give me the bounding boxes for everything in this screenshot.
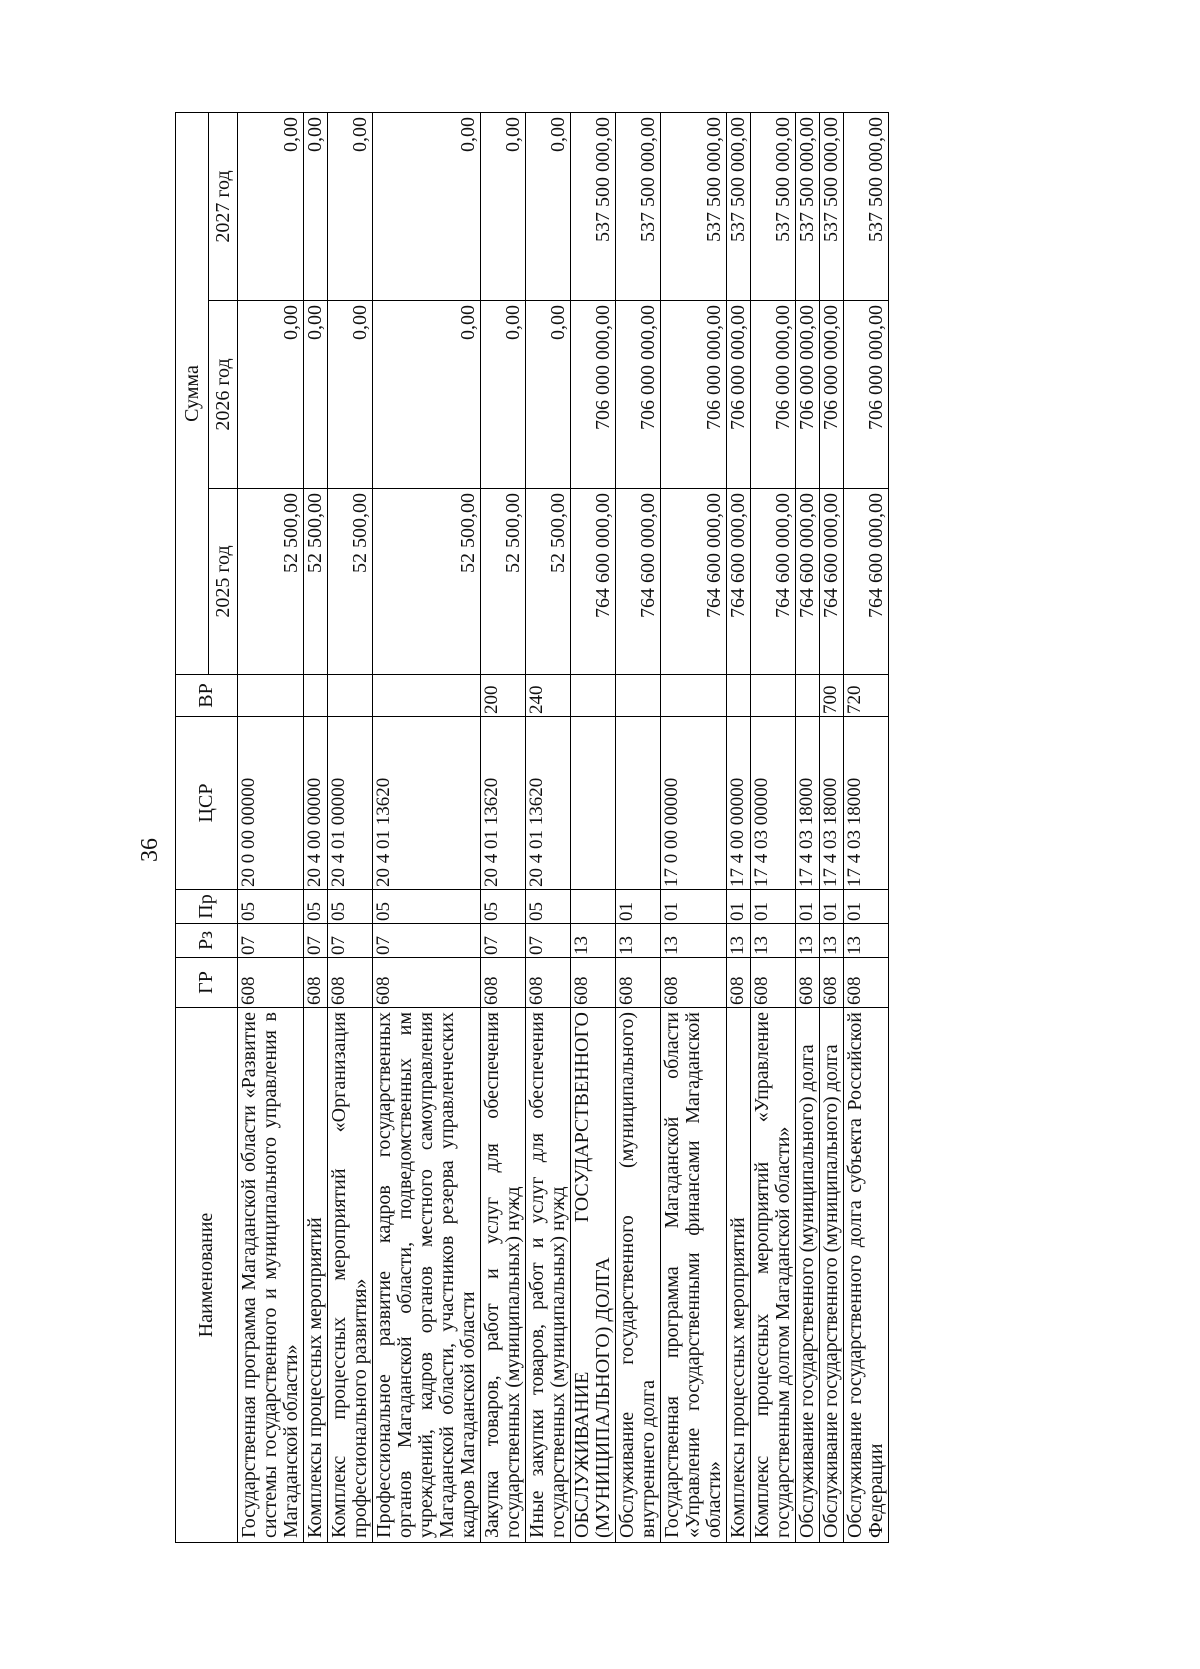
cell-name: Комплексы процессных мероприятий bbox=[304, 1008, 328, 1543]
cell-rz: 07 bbox=[238, 924, 304, 958]
cell-2025: 52 500,00 bbox=[238, 489, 304, 675]
cell-vr: 240 bbox=[526, 675, 571, 717]
cell-2026: 0,00 bbox=[481, 301, 526, 489]
cell-csr: 17 0 00 00000 bbox=[661, 717, 727, 890]
cell-vr: 720 bbox=[844, 675, 889, 717]
page-number: 36 bbox=[137, 838, 163, 862]
cell-csr: 17 4 03 00000 bbox=[751, 717, 796, 890]
cell-2026: 0,00 bbox=[238, 301, 304, 489]
cell-2027: 537 500 000,00 bbox=[796, 112, 820, 300]
cell-2027: 537 500 000,00 bbox=[661, 112, 727, 300]
cell-vr bbox=[373, 675, 481, 717]
cell-2025: 764 600 000,00 bbox=[796, 489, 820, 675]
table-row bbox=[238, 112, 304, 1542]
cell-pr bbox=[571, 890, 616, 924]
cell-csr: 17 4 03 18000 bbox=[796, 717, 820, 890]
cell-2027: 0,00 bbox=[328, 112, 373, 300]
cell-vr bbox=[571, 675, 616, 717]
cell-rz: 13 bbox=[661, 924, 727, 958]
cell-name: Обслуживание государственного (муниципального) долга bbox=[820, 1008, 844, 1543]
cell-rz: 13 bbox=[727, 924, 751, 958]
table-row bbox=[526, 112, 571, 1542]
table-row bbox=[571, 112, 616, 1542]
cell-rz: 07 bbox=[481, 924, 526, 958]
cell-csr: 20 0 00 00000 bbox=[238, 717, 304, 890]
cell-pr: 01 bbox=[661, 890, 727, 924]
cell-rz: 13 bbox=[571, 924, 616, 958]
header-2027: 2027 год bbox=[209, 112, 238, 300]
cell-csr: 20 4 01 13620 bbox=[481, 717, 526, 890]
cell-pr: 05 bbox=[238, 890, 304, 924]
table-row bbox=[481, 112, 526, 1542]
cell-2026: 0,00 bbox=[304, 301, 328, 489]
cell-2025: 764 600 000,00 bbox=[616, 489, 661, 675]
cell-2026: 706 000 000,00 bbox=[820, 301, 844, 489]
cell-2026: 706 000 000,00 bbox=[796, 301, 820, 489]
cell-vr bbox=[304, 675, 328, 717]
cell-2027: 0,00 bbox=[526, 112, 571, 300]
cell-pr: 05 bbox=[481, 890, 526, 924]
budget-table-rotated bbox=[175, 113, 1075, 1543]
table-row bbox=[844, 112, 889, 1542]
table-row bbox=[304, 112, 328, 1542]
cell-csr: 20 4 00 00000 bbox=[304, 717, 328, 890]
cell-2026: 706 000 000,00 bbox=[727, 301, 751, 489]
cell-csr bbox=[616, 717, 661, 890]
cell-rz: 07 bbox=[373, 924, 481, 958]
cell-2025: 52 500,00 bbox=[328, 489, 373, 675]
cell-pr: 05 bbox=[526, 890, 571, 924]
table-row bbox=[796, 112, 820, 1542]
cell-name: Государственная программа Магаданской области «Управление государственными финансами Магаданской области» bbox=[661, 1008, 727, 1543]
cell-2025: 764 600 000,00 bbox=[661, 489, 727, 675]
cell-gr: 608 bbox=[526, 958, 571, 1008]
cell-pr: 05 bbox=[373, 890, 481, 924]
cell-gr: 608 bbox=[661, 958, 727, 1008]
cell-2026: 706 000 000,00 bbox=[661, 301, 727, 489]
header-csr: ЦСР bbox=[176, 717, 238, 890]
cell-2027: 537 500 000,00 bbox=[844, 112, 889, 300]
cell-2026: 706 000 000,00 bbox=[571, 301, 616, 489]
cell-vr bbox=[238, 675, 304, 717]
cell-pr: 01 bbox=[727, 890, 751, 924]
header-sum: Сумма bbox=[176, 112, 209, 674]
cell-vr bbox=[616, 675, 661, 717]
cell-2027: 0,00 bbox=[238, 112, 304, 300]
cell-2026: 0,00 bbox=[328, 301, 373, 489]
cell-2025: 764 600 000,00 bbox=[844, 489, 889, 675]
cell-csr bbox=[571, 717, 616, 890]
cell-2027: 537 500 000,00 bbox=[727, 112, 751, 300]
header-2025: 2025 год bbox=[209, 489, 238, 675]
header-rz: Рз bbox=[176, 924, 238, 958]
table-row bbox=[616, 112, 661, 1542]
cell-pr: 01 bbox=[796, 890, 820, 924]
cell-name: Комплекс процессных мероприятий «Организация профессионального развития» bbox=[328, 1008, 373, 1543]
cell-rz: 13 bbox=[844, 924, 889, 958]
cell-name: Иные закупки товаров, работ и услуг для обеспечения государственных (муниципальных) нужд bbox=[526, 1008, 571, 1543]
cell-2026: 706 000 000,00 bbox=[616, 301, 661, 489]
cell-gr: 608 bbox=[373, 958, 481, 1008]
cell-csr: 20 4 01 00000 bbox=[328, 717, 373, 890]
header-pr: Пр bbox=[176, 890, 238, 924]
cell-2025: 764 600 000,00 bbox=[751, 489, 796, 675]
cell-2027: 537 500 000,00 bbox=[751, 112, 796, 300]
table-row bbox=[727, 112, 751, 1542]
cell-gr: 608 bbox=[304, 958, 328, 1008]
cell-vr: 700 bbox=[820, 675, 844, 717]
cell-rz: 13 bbox=[751, 924, 796, 958]
cell-csr: 17 4 03 18000 bbox=[820, 717, 844, 890]
header-row-1 bbox=[176, 112, 209, 1542]
cell-2026: 706 000 000,00 bbox=[844, 301, 889, 489]
cell-2027: 0,00 bbox=[373, 112, 481, 300]
cell-rz: 13 bbox=[616, 924, 661, 958]
cell-2027: 537 500 000,00 bbox=[616, 112, 661, 300]
cell-rz: 13 bbox=[796, 924, 820, 958]
cell-vr bbox=[661, 675, 727, 717]
table-row bbox=[373, 112, 481, 1542]
cell-2025: 52 500,00 bbox=[304, 489, 328, 675]
table-row bbox=[820, 112, 844, 1542]
cell-2026: 0,00 bbox=[373, 301, 481, 489]
cell-name: Обслуживание государственного долга субъекта Российской Федерации bbox=[844, 1008, 889, 1543]
cell-2027: 537 500 000,00 bbox=[820, 112, 844, 300]
cell-2027: 537 500 000,00 bbox=[571, 112, 616, 300]
cell-gr: 608 bbox=[616, 958, 661, 1008]
cell-gr: 608 bbox=[571, 958, 616, 1008]
cell-gr: 608 bbox=[328, 958, 373, 1008]
cell-vr bbox=[727, 675, 751, 717]
budget-table bbox=[175, 112, 889, 1543]
header-vr: ВР bbox=[176, 675, 238, 717]
cell-2025: 764 600 000,00 bbox=[727, 489, 751, 675]
cell-2025: 764 600 000,00 bbox=[820, 489, 844, 675]
cell-2025: 52 500,00 bbox=[481, 489, 526, 675]
cell-gr: 608 bbox=[238, 958, 304, 1008]
cell-rz: 07 bbox=[328, 924, 373, 958]
table-row bbox=[328, 112, 373, 1542]
cell-gr: 608 bbox=[751, 958, 796, 1008]
cell-name: Государственная программа Магаданской области «Развитие системы государственного и муниципального управления в Магаданской области» bbox=[238, 1008, 304, 1543]
cell-name: ОБСЛУЖИВАНИЕ ГОСУДАРСТВЕННОГО (МУНИЦИПАЛЬНОГО) ДОЛГА bbox=[571, 1008, 616, 1543]
table-body bbox=[238, 112, 889, 1542]
cell-vr bbox=[751, 675, 796, 717]
header-2026: 2026 год bbox=[209, 301, 238, 489]
cell-pr: 05 bbox=[304, 890, 328, 924]
cell-2025: 764 600 000,00 bbox=[571, 489, 616, 675]
cell-2027: 0,00 bbox=[304, 112, 328, 300]
cell-vr bbox=[796, 675, 820, 717]
cell-pr: 01 bbox=[751, 890, 796, 924]
cell-rz: 07 bbox=[304, 924, 328, 958]
cell-2025: 52 500,00 bbox=[373, 489, 481, 675]
cell-2026: 706 000 000,00 bbox=[751, 301, 796, 489]
cell-pr: 05 bbox=[328, 890, 373, 924]
cell-name: Профессиональное развитие кадров государственных органов Магаданской области, подведомственных им учреждений, кадров органов местного самоуправления Магаданской области, участников резерва управленческих кадров Магаданской области bbox=[373, 1008, 481, 1543]
table-row bbox=[661, 112, 727, 1542]
cell-gr: 608 bbox=[727, 958, 751, 1008]
table-row bbox=[751, 112, 796, 1542]
cell-gr: 608 bbox=[820, 958, 844, 1008]
cell-csr: 17 4 00 00000 bbox=[727, 717, 751, 890]
cell-2027: 0,00 bbox=[481, 112, 526, 300]
cell-name: Комплексы процессных мероприятий bbox=[727, 1008, 751, 1543]
cell-gr: 608 bbox=[481, 958, 526, 1008]
cell-csr: 17 4 03 18000 bbox=[844, 717, 889, 890]
cell-name: Обслуживание государственного (муниципального) долга bbox=[796, 1008, 820, 1543]
cell-name: Закупка товаров, работ и услуг для обеспечения государственных (муниципальных) нужд bbox=[481, 1008, 526, 1543]
cell-gr: 608 bbox=[796, 958, 820, 1008]
cell-2025: 52 500,00 bbox=[526, 489, 571, 675]
cell-2026: 0,00 bbox=[526, 301, 571, 489]
cell-pr: 01 bbox=[616, 890, 661, 924]
cell-pr: 01 bbox=[844, 890, 889, 924]
cell-rz: 07 bbox=[526, 924, 571, 958]
cell-csr: 20 4 01 13620 bbox=[526, 717, 571, 890]
cell-pr: 01 bbox=[820, 890, 844, 924]
cell-name: Комплекс процессных мероприятий «Управление государственным долгом Магаданской области» bbox=[751, 1008, 796, 1543]
cell-vr bbox=[328, 675, 373, 717]
cell-gr: 608 bbox=[844, 958, 889, 1008]
header-name: Наименование bbox=[176, 1008, 238, 1543]
cell-rz: 13 bbox=[820, 924, 844, 958]
cell-csr: 20 4 01 13620 bbox=[373, 717, 481, 890]
header-gr: ГР bbox=[176, 958, 238, 1008]
cell-name: Обслуживание государственного (муниципального) внутреннего долга bbox=[616, 1008, 661, 1543]
cell-vr: 200 bbox=[481, 675, 526, 717]
